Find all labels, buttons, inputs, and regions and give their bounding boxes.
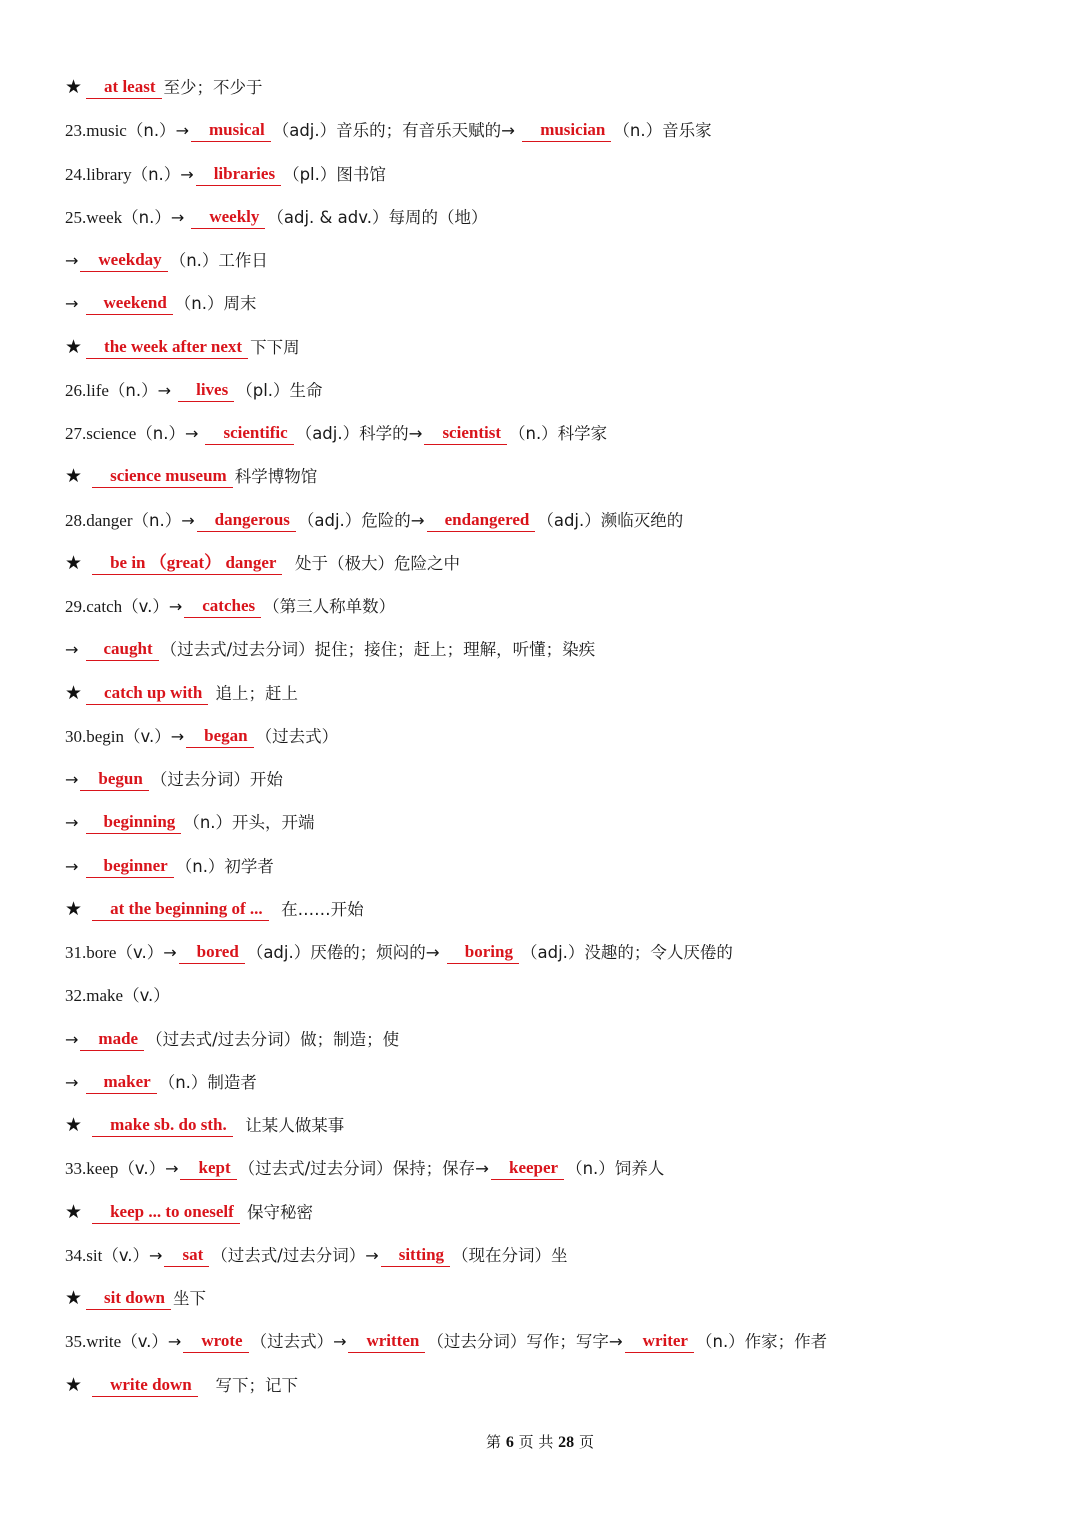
vocab-line <box>65 326 1055 369</box>
star-icon: ★ <box>65 551 89 574</box>
entry-word: 28.danger <box>65 510 133 530</box>
star-icon: ★ <box>65 897 89 920</box>
answer-blank: maker <box>86 1071 157 1094</box>
star-icon: ★ <box>65 1373 89 1396</box>
entry-word: 23.music <box>65 121 127 141</box>
arrow-icon: → <box>157 380 177 400</box>
vocab-line <box>65 282 1055 325</box>
answer-blank: began <box>186 725 253 748</box>
chinese-text: （adj.）音乐的；有音乐天赋的→ <box>272 121 521 141</box>
chinese-text: 科学博物馆 <box>234 467 318 487</box>
answer-blank: beginning <box>86 811 182 834</box>
answer-blank: libraries <box>196 163 281 186</box>
page-footer <box>0 1431 1080 1452</box>
chinese-text: （pl.）图书馆 <box>283 164 386 184</box>
chinese-text: （第三人称单数） <box>263 597 396 617</box>
chinese-text: （n.）周末 <box>174 294 257 314</box>
star-icon: ★ <box>65 335 83 358</box>
vocab-line <box>65 1364 1055 1407</box>
star-icon: ★ <box>65 1287 83 1310</box>
answer-blank: the week after next <box>86 336 248 359</box>
vocab-line <box>65 715 1055 758</box>
chinese-text: （adj.）濒临灭绝的 <box>537 510 684 530</box>
chinese-text: 追上；赶上 <box>210 683 299 703</box>
vocab-line <box>65 369 1055 412</box>
answer-blank: made <box>80 1028 144 1051</box>
chinese-text: （adj.）厌倦的；烦闷的→ <box>246 943 445 963</box>
entry-word: 31.bore <box>65 943 117 963</box>
chinese-text: （过去式/过去分词）做；制造；使 <box>146 1029 400 1049</box>
arrow-icon: → <box>180 164 194 184</box>
chinese-text: （n.）初学者 <box>175 856 274 876</box>
arrow-icon: → <box>333 1332 347 1352</box>
star-icon: ★ <box>65 1200 89 1223</box>
arrow-icon: → <box>184 424 204 444</box>
chinese-text: （adj.）没趣的；令人厌倦的 <box>520 943 733 963</box>
vocabulary-list <box>65 66 1055 1407</box>
chinese-text: （v.） <box>116 943 164 963</box>
answer-blank: musician <box>522 119 611 142</box>
answer-blank: beginner <box>86 855 174 878</box>
arrow-icon: → <box>170 207 190 227</box>
vocab-line <box>65 974 1055 1017</box>
arrow-icon: → <box>65 770 79 790</box>
entry-word: 24.library <box>65 164 132 184</box>
vocab-line <box>65 1104 1055 1147</box>
vocab-line <box>65 801 1055 844</box>
answer-blank: lives <box>178 379 234 402</box>
vocab-line <box>65 1191 1055 1234</box>
chinese-text: （n.）制造者 <box>158 1072 257 1092</box>
answer-blank: keeper <box>491 1157 564 1180</box>
chinese-text: （n.）音乐家 <box>613 121 712 141</box>
answer-blank: musical <box>191 119 271 142</box>
star-icon: ★ <box>65 465 89 488</box>
answer-blank: sitting <box>381 1244 450 1267</box>
vocab-line <box>65 109 1055 152</box>
arrow-icon: → <box>365 1245 379 1265</box>
chinese-text: （过去式/过去分词）保持；保存→ <box>238 1159 489 1179</box>
answer-blank: weekend <box>86 292 173 315</box>
total-page-count: 28 <box>558 1434 575 1451</box>
chinese-text: （n.）作家；作者 <box>695 1332 828 1352</box>
vocab-line <box>65 1147 1055 1190</box>
answer-blank: written <box>348 1330 425 1353</box>
vocab-line <box>65 153 1055 196</box>
chinese-text: （n.）科学家 <box>508 424 608 444</box>
vocab-line <box>65 845 1055 888</box>
answer-blank: weekly <box>191 206 265 229</box>
vocab-line <box>65 888 1055 931</box>
vocab-line <box>65 455 1055 498</box>
current-page-number: 6 <box>505 1434 514 1451</box>
chinese-text: 至少；不少于 <box>163 78 263 98</box>
entry-word: 34.sit <box>65 1245 103 1265</box>
entry-word: 30.begin <box>65 726 125 746</box>
vocab-line <box>65 1320 1055 1363</box>
star-icon: ★ <box>65 681 83 704</box>
chinese-text: （n.） <box>132 510 182 530</box>
chinese-text: （n.） <box>108 380 158 400</box>
footer-prefix: 第 <box>486 1433 502 1451</box>
answer-blank: sat <box>164 1244 209 1267</box>
vocab-line <box>65 66 1055 109</box>
chinese-text: （n.） <box>122 207 171 227</box>
chinese-text: （v.） <box>121 1332 168 1352</box>
chinese-text: （过去式/过去分词）捉住；接住；赶上；理解，听懂；染疾 <box>160 640 596 660</box>
answer-blank: wrote <box>183 1330 248 1353</box>
chinese-text: （adj.）危险的→ <box>297 510 425 530</box>
arrow-icon: → <box>168 597 183 617</box>
chinese-text: （n.） <box>131 164 181 184</box>
chinese-text: （过去分词）开始 <box>150 770 283 790</box>
star-icon: ★ <box>65 76 83 99</box>
chinese-text: （n.）饲养人 <box>566 1159 665 1179</box>
chinese-text: 下下周 <box>250 337 300 357</box>
entry-word: 29.catch <box>65 597 123 617</box>
arrow-icon: → <box>65 856 84 876</box>
answer-blank: be in （great） danger <box>92 552 282 575</box>
arrow-icon: → <box>167 1332 182 1352</box>
vocab-line <box>65 1234 1055 1277</box>
arrow-icon: → <box>65 640 84 660</box>
vocab-line <box>65 239 1055 282</box>
arrow-icon: → <box>165 1159 179 1179</box>
vocab-line <box>65 628 1055 671</box>
entry-word: 25.week <box>65 207 123 227</box>
answer-blank: bored <box>179 941 245 964</box>
vocab-line <box>65 1061 1055 1104</box>
arrow-icon: → <box>65 813 84 833</box>
chinese-text: （adj.）科学的→ <box>295 424 423 444</box>
answer-blank: science museum <box>92 465 233 488</box>
chinese-text: 保守秘密 <box>241 1202 314 1222</box>
chinese-text: （v.） <box>118 1159 166 1179</box>
answer-blank: sit down <box>86 1287 171 1310</box>
chinese-text: （v.） <box>123 986 170 1006</box>
arrow-icon: → <box>149 1245 163 1265</box>
answer-blank: kept <box>180 1157 236 1180</box>
vocab-line <box>65 1018 1055 1061</box>
answer-blank: scientific <box>205 422 293 445</box>
answer-blank: write down <box>92 1374 198 1397</box>
chinese-text: （n.） <box>126 121 176 141</box>
answer-blank: weekday <box>80 249 167 272</box>
footer-middle: 页 共 <box>518 1433 554 1451</box>
arrow-icon: → <box>65 1072 84 1092</box>
answer-blank: begun <box>80 768 148 791</box>
arrow-icon: → <box>65 251 79 271</box>
answer-blank: writer <box>625 1330 694 1353</box>
chinese-text: （现在分词）坐 <box>452 1245 568 1265</box>
answer-blank: catch up with <box>86 682 208 705</box>
star-icon: ★ <box>65 1114 89 1137</box>
answer-blank: make sb. do sth. <box>92 1114 233 1137</box>
chinese-text: （adj. & adv.）每周的（地） <box>267 207 488 227</box>
chinese-text: （n.）开头，开端 <box>183 813 315 833</box>
chinese-text: 处于（极大）危险之中 <box>284 553 460 573</box>
chinese-text: 写下；记下 <box>199 1375 299 1395</box>
entry-word: 35.write <box>65 1332 122 1352</box>
chinese-text: （过去分词）写作；写字→ <box>427 1332 623 1352</box>
answer-blank: keep ... to oneself <box>92 1201 240 1224</box>
vocab-line <box>65 585 1055 628</box>
vocab-line <box>65 499 1055 542</box>
vocab-line <box>65 672 1055 715</box>
answer-blank: at the beginning of ... <box>92 898 269 921</box>
entry-word: 26.life <box>65 380 109 400</box>
answer-blank: scientist <box>424 422 507 445</box>
arrow-icon: → <box>181 510 195 530</box>
chinese-text: 坐下 <box>172 1289 206 1309</box>
chinese-text: （过去式） <box>255 726 339 746</box>
chinese-text: （过去式） <box>250 1332 334 1352</box>
answer-blank: caught <box>86 638 159 661</box>
footer-suffix: 页 <box>578 1433 594 1451</box>
answer-blank: at least <box>86 76 161 99</box>
answer-blank: boring <box>447 941 519 964</box>
arrow-icon: → <box>65 294 84 314</box>
vocab-line <box>65 1277 1055 1320</box>
vocab-line <box>65 196 1055 239</box>
chinese-text: （n.） <box>136 424 185 444</box>
entry-word: 32.make <box>65 986 124 1006</box>
answer-blank: catches <box>184 595 261 618</box>
chinese-text: 在……开始 <box>270 899 364 919</box>
chinese-text: （v.） <box>102 1245 150 1265</box>
entry-word: 33.keep <box>65 1159 119 1179</box>
entry-word: 27.science <box>65 424 137 444</box>
chinese-text: （过去式/过去分词） <box>211 1245 366 1265</box>
answer-blank: dangerous <box>197 509 296 532</box>
arrow-icon: → <box>163 943 177 963</box>
vocab-line <box>65 412 1055 455</box>
answer-blank: endangered <box>427 509 536 532</box>
chinese-text: （v.） <box>122 597 169 617</box>
arrow-icon: → <box>170 726 185 746</box>
chinese-text: （pl.）生命 <box>236 380 323 400</box>
chinese-text: （n.）工作日 <box>169 251 268 271</box>
vocab-line <box>65 542 1055 585</box>
vocab-line <box>65 931 1055 974</box>
chinese-text: （v.） <box>124 726 171 746</box>
vocab-line <box>65 758 1055 801</box>
arrow-icon: → <box>65 1029 79 1049</box>
arrow-icon: → <box>175 121 189 141</box>
chinese-text: 让某人做某事 <box>234 1116 345 1136</box>
